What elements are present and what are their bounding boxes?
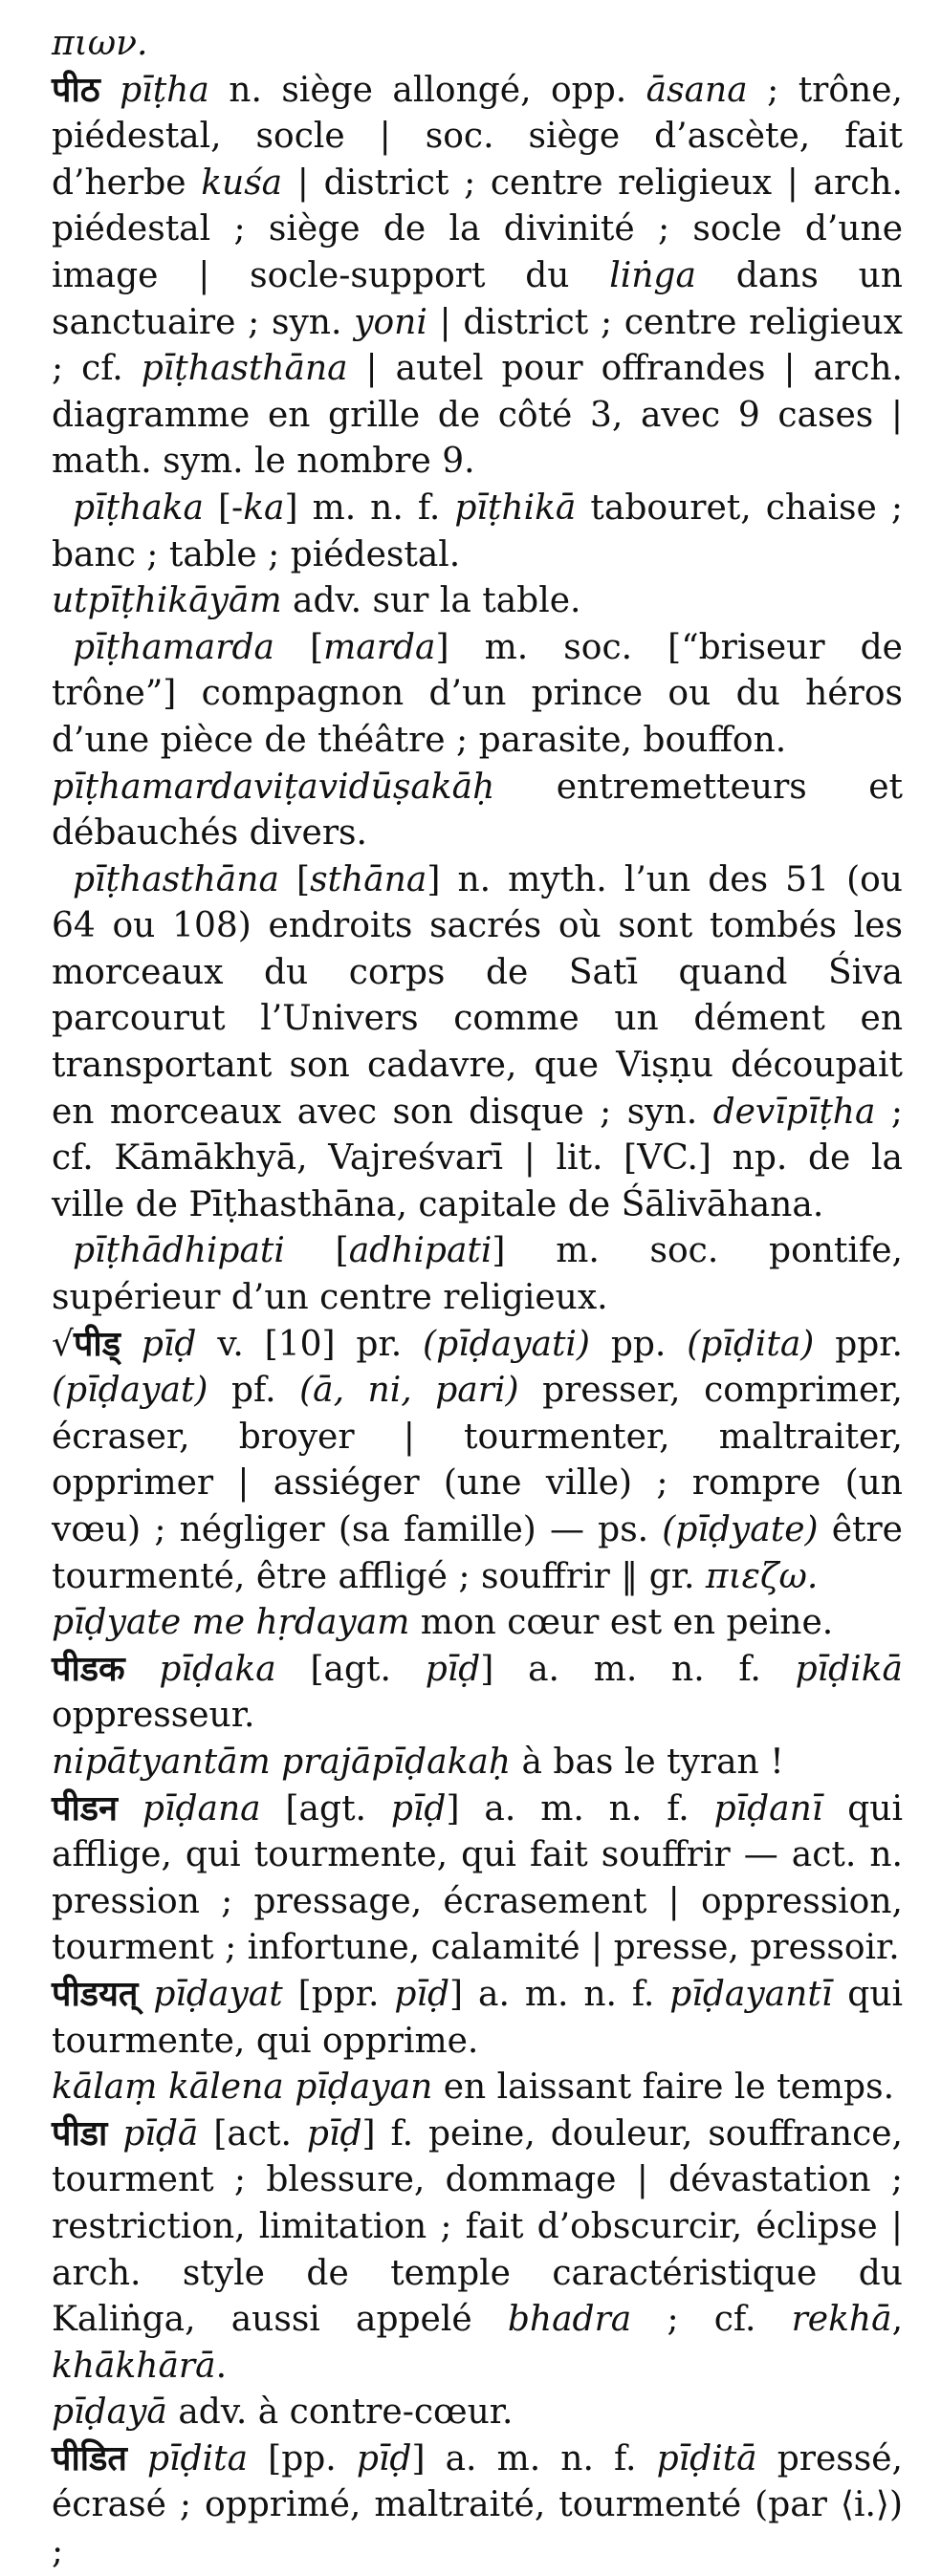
entry-text: oppresseur. — [52, 1696, 255, 1736]
root-sign: √ — [52, 1324, 74, 1364]
entry-text: en laissant faire le temps. — [432, 2067, 895, 2108]
italic-term: pīḍaka — [159, 1649, 276, 1689]
example-phrase — [52, 765, 903, 857]
entry-text: entremetteurs et débauchés divers. — [52, 767, 903, 854]
italic-term: sthāna — [310, 859, 427, 899]
italic-term: pīḍ — [390, 1788, 447, 1829]
derived-entry — [52, 486, 903, 578]
entry-text: ] f. peine, douleur, souffrance, tourment ; blessure, dommage | dévastation ; restriction, limitation ; fait d’obscurcir, éclipse | arch. style de temple caractéristique du Kaliṅga, aussi appelé — [52, 2113, 903, 2340]
entry-text: [- — [203, 487, 244, 528]
entry-text: ppr. — [814, 1324, 903, 1364]
entry-text: tabouret, chaise ; banc ; table ; piédestal. — [52, 487, 903, 574]
devanagari-headword: पीडक — [52, 1649, 125, 1689]
italic-term: marda — [323, 627, 436, 667]
italic-term: pīḍita — [147, 2438, 249, 2479]
italic-term: πιων. — [52, 24, 148, 63]
example-phrase — [52, 1600, 903, 1647]
italic-term: nipātyantām prajāpīḍakaḥ — [52, 1742, 512, 1782]
entry-text — [107, 2114, 122, 2154]
italic-term: liṅga — [609, 255, 696, 295]
italic-term: pīḍitā — [656, 2438, 757, 2479]
entry-text: [act. — [198, 2113, 307, 2154]
entry-text: [pp. — [248, 2438, 357, 2479]
italic-term: pīṭhasthāna — [73, 859, 279, 899]
entry-text — [118, 1789, 142, 1829]
entry-text: ] a. m. n. f. — [446, 1788, 714, 1829]
dictionary-entry — [52, 1647, 903, 1740]
italic-term: kuśa — [201, 162, 283, 203]
entry-text: adv. sur la table. — [281, 581, 581, 621]
entry-text: adv. à contre-cœur. — [166, 2392, 514, 2433]
example-phrase — [52, 1740, 903, 1786]
entry-text: [ — [274, 627, 324, 667]
entry-text: ] a. m. n. f. — [449, 1974, 670, 2014]
italic-term: āsana — [646, 70, 748, 110]
italic-term: pīḍ — [306, 2113, 362, 2154]
italic-term: pīḍ — [356, 2438, 412, 2479]
entry-text: dans un sanctuaire ; syn. — [52, 255, 903, 342]
italic-term: pīḍikā — [795, 1649, 903, 1689]
italic-term: pīṭhamardaviṭavidūṣakāḥ — [52, 767, 495, 807]
italic-term: pīṭha — [120, 70, 209, 110]
entry-text: à bas le tyran ! — [511, 1742, 784, 1782]
italic-term: (pīḍyate) — [662, 1510, 819, 1549]
italic-term: bhadra — [507, 2300, 632, 2340]
entry-text — [125, 1650, 160, 1689]
entry-text: ; cf. — [631, 2300, 792, 2340]
italic-term: pīḍanī — [713, 1788, 823, 1829]
italic-term: (pīḍayat) — [52, 1371, 208, 1411]
entry-text: [ppr. — [282, 1974, 395, 2014]
entry-text: presser, comprimer, écraser, broyer | tourmenter, maltraiter, opprimer | assiéger (une ville) ; rompre (un vœu) ; négliger (sa famille) — ps. — [52, 1371, 904, 1549]
entry-text: ] m. soc. pontife, supérieur d’un centre religieux. — [52, 1231, 903, 1318]
italic-term: ka — [243, 487, 285, 528]
entry-text: [agt. — [260, 1788, 391, 1829]
entry-text: ; trône, piédestal, socle | soc. siège d’ascète, fait d’herbe — [52, 70, 903, 203]
entry-text: | district ; centre religieux | arch. piédestal ; siège de la divinité ; socle d’une image | socle-support du — [52, 162, 903, 295]
dictionary-entry — [52, 1322, 903, 1601]
entry-text: n. siège allongé, opp. — [208, 70, 646, 110]
entry-text: pressé, écrasé ; opprimé, maltraité, tourmenté (par ⟨i.⟩) ; — [52, 2438, 903, 2572]
italic-term: pīṭhādhipati — [73, 1231, 285, 1271]
dictionary-entry — [52, 1786, 903, 1972]
entry-text: | district ; centre religieux ; cf. — [52, 302, 904, 389]
italic-term: (ā, ni, pari) — [299, 1371, 519, 1411]
entry-text: ] m. n. f. — [284, 487, 455, 528]
entry-text: ] m. soc. [“briseur de trône”] compagnon d’un prince ou du héros d’une pièce de théâtre ; parasite, bouffon. — [52, 627, 903, 760]
dictionary-entry — [52, 2436, 903, 2576]
italic-term: pīḍayantī — [669, 1974, 833, 2014]
entry-text — [138, 1975, 153, 2014]
italic-term: (pīḍayati) — [423, 1324, 590, 1364]
italic-term: devīpīṭha — [712, 1092, 876, 1132]
derived-entry — [52, 857, 903, 1229]
continuation-text — [52, 21, 903, 68]
italic-term: pīḍā — [122, 2113, 199, 2154]
entry-text: être tourmenté, être affligé ; souffrir ‖ gr. — [52, 1510, 903, 1596]
entry-text: mon cœur est en peine. — [409, 1603, 834, 1643]
entry-text: ] n. myth. l’un des 51 (ou 64 ou 108) endroits sacrés où sont tombés les morceaux du corps de Satī quand Śiva parcourut l’Univers comme un dément en transportant son cadavre, que Viṣṇu découpait en morceaux avec son disque ; syn. — [52, 859, 903, 1132]
italic-term: pīṭhamarda — [73, 627, 274, 667]
italic-term: pīḍ — [141, 1324, 197, 1364]
entry-text: [agt. — [275, 1649, 426, 1689]
derived-entry — [52, 1228, 903, 1321]
devanagari-headword: पीडयत् — [52, 1974, 139, 2014]
italic-term: yoni — [354, 302, 427, 342]
italic-term: utpīṭhikāyām — [52, 581, 282, 621]
entry-text: qui afflige, qui tourmente, qui fait souffrir — act. n. pression ; pressage, écrasement | oppression, tourment ; infortune, calamité | presse, pressoir. — [52, 1788, 903, 1968]
italic-term: pīḍayat — [153, 1974, 283, 2014]
entry-text: qui tourmente, qui opprime. — [52, 1974, 904, 2061]
dictionary-entry — [52, 68, 903, 486]
devanagari-headword: पीडन — [52, 1788, 119, 1829]
italic-term: pīṭhaka — [73, 487, 204, 528]
entry-text — [100, 71, 120, 110]
example-phrase — [52, 578, 903, 625]
devanagari-headword: पीडा — [52, 2113, 108, 2154]
italic-term: pīḍana — [142, 1788, 261, 1829]
entry-text: | autel pour offrandes | arch. diagramme en grille de côté 3, avec 9 cases | math. sym. le nombre 9. — [52, 349, 904, 482]
italic-term: pīḍayā — [52, 2392, 167, 2433]
dictionary-entry — [52, 2111, 903, 2391]
entry-text: v. [10] pr. — [196, 1324, 424, 1364]
entry-text: [ — [284, 1231, 349, 1271]
entry-text: ] a. m. n. f. — [480, 1649, 796, 1689]
example-phrase — [52, 2065, 903, 2111]
italic-term: (pīḍita) — [687, 1324, 815, 1364]
devanagari-headword: पीडित — [52, 2438, 127, 2479]
italic-term: adhipati — [348, 1231, 492, 1271]
entry-text: ] a. m. n. f. — [411, 2438, 657, 2479]
italic-term: pīḍ — [425, 1649, 481, 1689]
italic-term: pīḍ — [394, 1974, 450, 2014]
entry-text: pf. — [208, 1371, 300, 1411]
entry-text — [120, 1325, 142, 1364]
entry-text: ; cf. Kāmākhyā, Vajreśvarī | lit. [VC.] np. de la ville de Pīṭhasthāna, capitale de Śālivāhana. — [52, 1092, 903, 1224]
derived-entry — [52, 625, 903, 765]
entry-text: . — [215, 2346, 228, 2386]
entry-text: [ — [278, 859, 311, 899]
italic-term: rekhā — [791, 2300, 892, 2340]
italic-term: kālaṃ kālena pīḍayan — [52, 2067, 433, 2108]
italic-term: πιεζω. — [705, 1556, 819, 1596]
devanagari-headword: पीड् — [73, 1324, 120, 1364]
italic-term: pīṭhasthāna — [141, 349, 348, 389]
italic-term: pīṭhikā — [454, 487, 577, 528]
italic-term: pīḍyate me hṛdayam — [52, 1603, 410, 1643]
italic-term: khākhārā — [52, 2346, 216, 2386]
dictionary-entry — [52, 1972, 903, 2065]
devanagari-headword: पीठ — [52, 70, 100, 110]
entry-text: , — [891, 2300, 904, 2340]
entry-text — [127, 2439, 147, 2479]
entry-text: pp. — [589, 1324, 688, 1364]
example-phrase — [52, 2390, 903, 2436]
